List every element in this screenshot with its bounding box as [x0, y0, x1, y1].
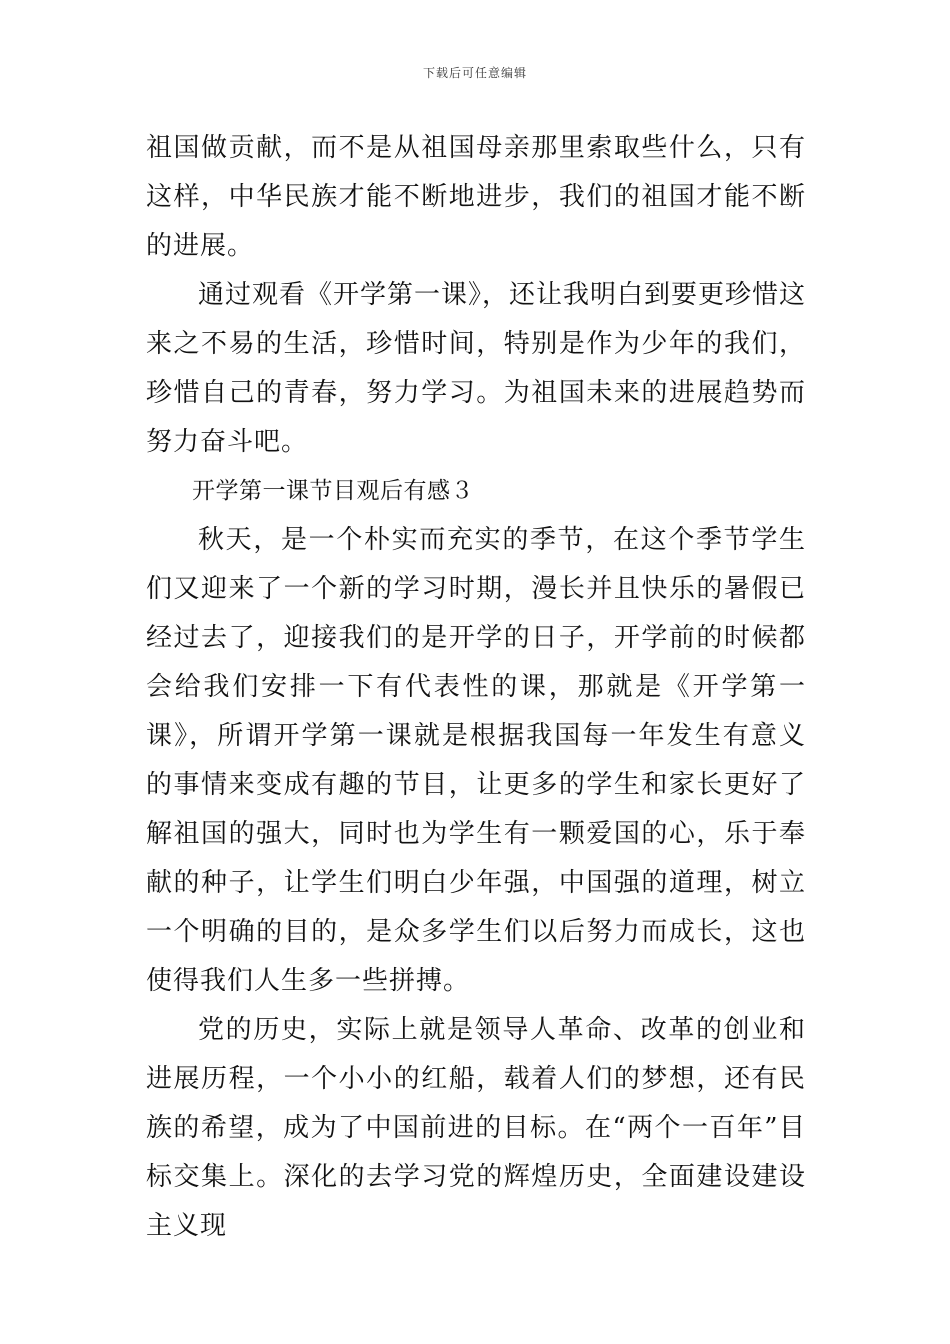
paragraph-party-history: 党的历史，实际上就是领导人革命、改革的创业和进展历程，一个小小的红船，载着人们的梦想，还有民族的希望，成为了中国前进的目标。在“两个一百年”目标交集上。深化的去学习党的辉煌历史，全面建设建设主义现 — [146, 1015, 806, 1241]
header-note: 下载后可任意编辑 — [422, 66, 527, 80]
document-body — [146, 124, 806, 1251]
paragraph-reflection: 通过观看《开学第一课》，还让我明白到要更珍惜这来之不易的生活，珍惜时间，特别是作为少年的我们，珍惜自己的青春，努力学习。为祖国未来的进展趋势而努力奋斗吧。 — [146, 280, 807, 457]
section-heading: 开学第一课节目观后有感３ — [192, 478, 474, 504]
paragraph-continuation: 祖国做贡献，而不是从祖国母亲那里索取些什么，只有这样，中华民族才能不断地进步，我们的祖国才能不断的进展。 — [146, 133, 806, 261]
paragraph-autumn: 秋天，是一个朴实而充实的季节，在这个季节学生们又迎来了一个新的学习时期，漫长并且快乐的暑假已经过去了，迎接我们的是开学的日子，开学前的时候都会给我们安排一下有代表性的课，那就是《开学第一课》，所谓开学第一课就是根据我国每一年发生有意义的事情来变成有趣的节目，让更多的学生和家长更好了解祖国的强大，同时也为学生有一颗爱国的心，乐于奉献的种子，让学生们明白少年强，中国强的道理，树立一个明确的目的，是众多学生们以后努力而成长，这也使得我们人生多一些拼搏。 — [146, 525, 806, 996]
